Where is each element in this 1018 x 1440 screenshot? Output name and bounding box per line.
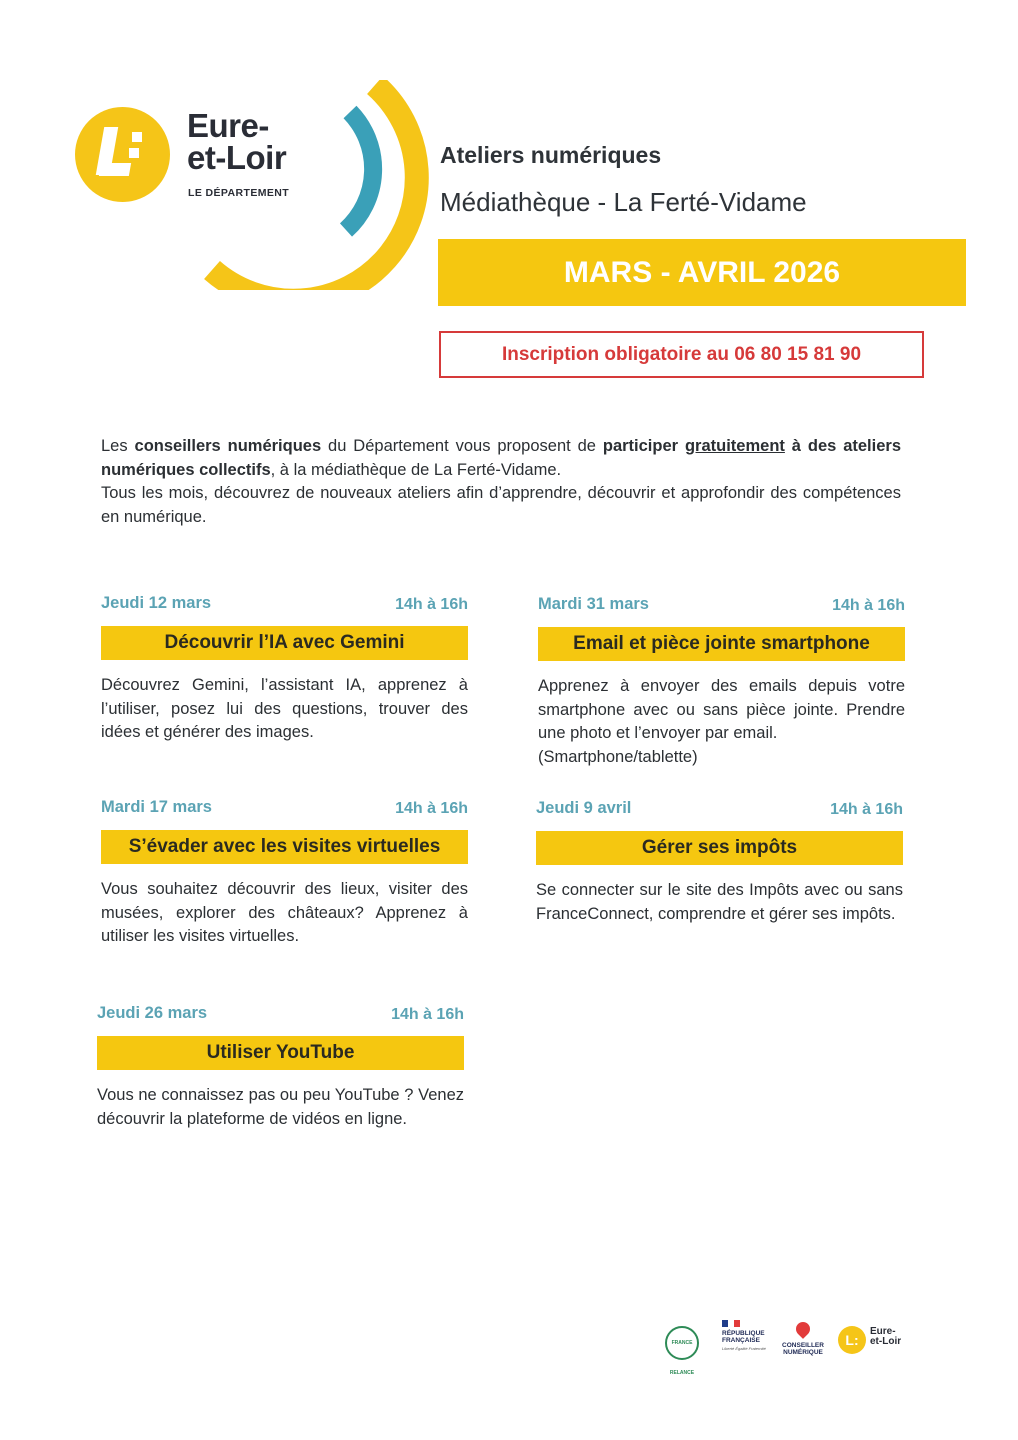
eure-et-loir-logo [70, 80, 430, 290]
intro-paragraph-1: Les conseillers numériques du Département vous proposent de participer gratuitement à des ateliers numériques collectifs, à la médiathèque de La Ferté-Vidame. [101, 437, 901, 479]
workshop-title: Utiliser YouTube [97, 1036, 464, 1070]
logo-subtitle: LE DÉPARTEMENT [188, 187, 290, 199]
workshop-title: Email et pièce jointe smartphone [538, 627, 905, 661]
workshop-description: Apprenez à envoyer des emails depuis votre smartphone avec ou sans pièce jointe. Prendre une photo et l’envoyer par email. (Smartphone/tablette) [538, 675, 905, 769]
workshop-title: Découvrir l’IA avec Gemini [101, 626, 468, 660]
workshop-title: Gérer ses impôts [536, 831, 903, 865]
workshop-date: Mardi 31 mars [538, 595, 649, 613]
inscription-notice: Inscription obligatoire au 06 80 15 81 90 [439, 331, 924, 378]
intro-paragraph-2: Tous les mois, découvrez de nouveaux ateliers afin d’apprendre, découvrir et approfondir des compétences en numérique. [101, 484, 901, 526]
workshop-time: 14h à 16h [830, 801, 903, 818]
workshop-date: Jeudi 26 mars [97, 1004, 208, 1022]
workshop-card [101, 798, 468, 949]
france-relance-logo: FRANCE RELANCE [665, 1326, 699, 1360]
workshop-date: Jeudi 9 avril [536, 799, 632, 817]
republique-francaise-logo: RÉPUBLIQUE FRANÇAISE Liberté Égalité Fraternité [722, 1320, 772, 1351]
workshop-time: 14h à 16h [395, 596, 468, 613]
partner-logos: FRANCE RELANCE RÉPUBLIQUE FRANÇAISE Liberté Égalité Fraternité CONSEILLER NUMÉRIQUE L: Eure- et-Loir [660, 1318, 920, 1368]
workshop-description: Découvrez Gemini, l’assistant IA, apprenez à l’utiliser, posez lui des questions, trouver des idées et générer des images. [101, 676, 468, 741]
workshop-description: Se connecter sur le site des Impôts avec ou sans FranceConnect, comprendre et gérer ses impôts. [536, 881, 903, 923]
conseiller-numerique-logo: CONSEILLER NUMÉRIQUE [778, 1322, 828, 1356]
location-subtitle: Médiathèque - La Ferté-Vidame [440, 187, 807, 217]
workshop-date: Mardi 17 mars [101, 798, 212, 816]
workshop-date: Jeudi 12 mars [101, 594, 212, 612]
workshop-card [536, 799, 903, 926]
workshop-time: 14h à 16h [832, 597, 905, 614]
workshop-time: 14h à 16h [391, 1006, 464, 1023]
flag-icon [722, 1320, 740, 1327]
workshop-description: Vous souhaitez découvrir des lieux, visiter des musées, explorer des châteaux? Apprenez à utiliser les visites virtuelles. [101, 880, 468, 945]
logo-circle [75, 107, 170, 202]
page-title: Ateliers numériques [440, 142, 662, 168]
map-pin-icon [793, 1319, 813, 1339]
logo-title: Eure- et-Loir [187, 107, 287, 176]
workshop-card [97, 1004, 464, 1131]
workshop-description: Vous ne connaissez pas ou peu YouTube ? Venez découvrir la plateforme de vidéos en ligne. [97, 1086, 464, 1128]
logo-circle-icon: L: [838, 1326, 866, 1354]
workshop-card [538, 595, 905, 769]
workshop-time: 14h à 16h [395, 800, 468, 817]
workshop-note: (Smartphone/tablette) [538, 747, 698, 766]
period-banner: MARS - AVRIL 2026 [438, 239, 966, 306]
intro-text [101, 435, 901, 529]
workshop-card [101, 594, 468, 745]
workshop-title: S’évader avec les visites virtuelles [101, 830, 468, 864]
